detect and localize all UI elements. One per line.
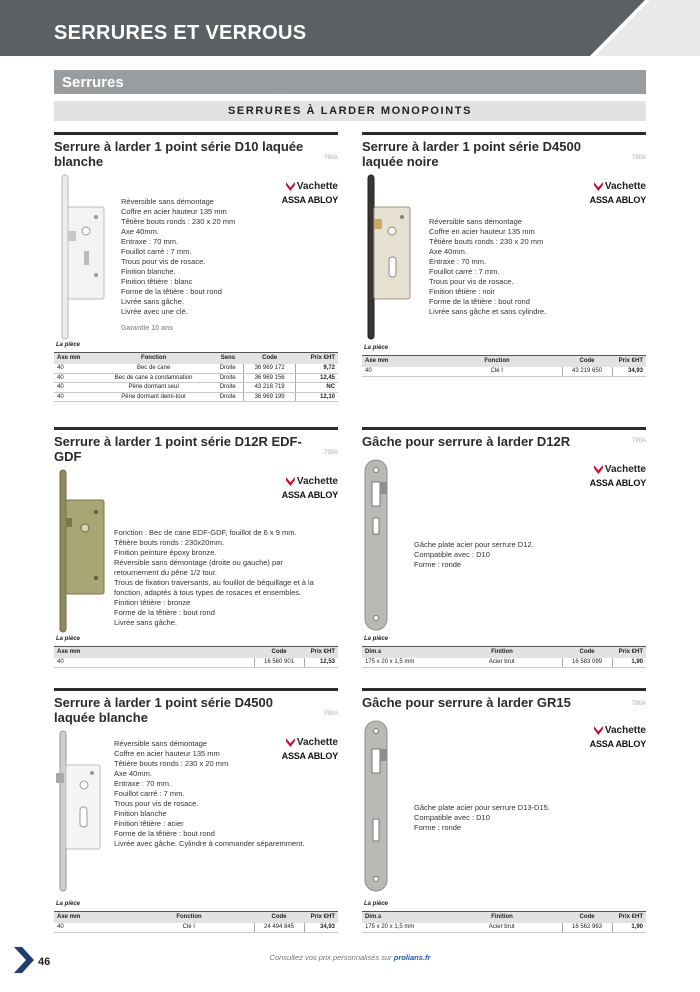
guarantee-text: Garantie 10 ans [121,325,174,332]
lock-white-steel-image [54,729,106,893]
brand-logo [274,181,338,205]
price-table: Axe mm Fonction Sens Code Prix €HT 40 Bec de cane Droite 36 969 172 9,72 40 Bec de cane à condamnation Droite 36 969 156 12,45 40 Pêne dormant seul Droite 43 218 719 NC 40 Pêne dormant demi-tour Droite 36 969 199 12,10 [54,352,338,402]
lock-white-image [56,173,108,341]
product-card-d10 [54,132,338,412]
product-card-d4500-noire [362,132,646,382]
product-code: 790A [323,711,338,717]
product-title: Gâche pour serrure à larder D12R [362,434,571,449]
page-title: SERRURES ET VERROUS [54,22,307,44]
vachette-chevron-icon [286,477,295,486]
strike-plate-image [362,458,392,632]
footer-link[interactable]: prolians.fr [393,953,431,962]
product-title: Gâche pour serrure à larder GR15 [362,695,571,710]
brand-vachette: Vachette [604,725,646,736]
product-code: 790A [323,450,338,456]
table-row: 40 Pêne dormant demi-tour Droite 36 969 199 12,10 [54,392,338,402]
product-code: 790A [631,155,646,161]
brand-vachette: Vachette [604,181,646,192]
unit-label: La pièce [56,342,81,348]
product-title: Serrure à larder 1 point série D12R EDF-GDF [54,434,302,464]
brand-logo [582,725,646,749]
brand-vachette: Vachette [604,464,646,475]
price-table: Dim.s Finition Code Prix €HT 175 x 20 x 1,5 mm Acier brut 16 583 099 1,90 [362,646,646,668]
product-title: Serrure à larder 1 point série D10 laquée blanche [54,139,304,169]
table-row: 40 Pêne dormant seul Droite 43 218 719 NC [54,383,338,393]
product-description: Fonction : Bec de cane EDF-GDF, fouillot de 6 x 9 mm. Têtière bouts ronds : 230x20mm. Finition peinture époxy bronze. Réversible sans démontage (droite ou gauche) par retournement du pêne 1/2 tour. Trous de fixation traversants, au fouillot de béquillage et à la fonction, adaptés à tous types de rosaces et ensembles. Finition têtière : bronze Forme de la têtière : bout rond Livrée sans gâche. [114,528,314,627]
product-card-gache-d12r [362,427,646,677]
unit-label: La pièce [56,636,81,642]
unit-label: La pièce [364,636,389,642]
product-card-d12r [54,427,338,677]
brand-logo [274,476,338,500]
header-band [0,0,700,56]
product-code: 790A [631,438,646,444]
vachette-chevron-icon [286,182,295,191]
product-code: 790A [631,701,646,707]
vachette-chevron-icon [594,182,603,191]
brand-vachette: Vachette [296,181,338,192]
lock-black-image [362,173,416,341]
vachette-chevron-icon [594,465,603,474]
subsection-label: SERRURES À LARDER MONOPOINTS [227,105,473,117]
lock-bronze-image [54,468,108,634]
section-label: Serrures [62,74,124,91]
product-card-d4500-blanche [54,688,338,938]
table-row: 40 Clé I 24 494 845 34,93 [54,923,338,933]
brand-logo [582,464,646,488]
table-row: 175 x 20 x 1,5 mm Acier brut 16 583 099 1,90 [362,658,646,668]
table-row: 40 Clé I 43 219 650 34,93 [362,367,646,377]
brand-assa-abloy: ASSA ABLOY [589,195,646,205]
brand-assa-abloy: ASSA ABLOY [281,195,338,205]
price-table: Axe mm Fonction Code Prix €HT 40 Clé I 24 494 845 34,93 [54,911,338,933]
product-title: Serrure à larder 1 point série D4500 laquée noire [362,139,581,169]
price-table: Axe mm Code Prix €HT 40 16 560 901 12,53 [54,646,338,668]
table-row: 40 Bec de cane Droite 36 969 172 9,72 [54,364,338,374]
unit-label: La pièce [56,901,81,907]
product-card-gache-gr15 [362,688,646,938]
product-code: 790A [323,155,338,161]
vachette-chevron-icon [594,726,603,735]
brand-assa-abloy: ASSA ABLOY [589,739,646,749]
table-row: 40 16 560 901 12,53 [54,658,338,668]
page-number: 46 [38,956,51,968]
brand-vachette: Vachette [296,737,338,748]
product-description: Gâche plate acier pour serrure D12. Compatible avec : D10 Forme : ronde [414,540,534,569]
brand-logo [582,181,646,205]
price-table: Dim.s Finition Code Prix €HT 175 x 20 x 1,5 mm Acier brut 16 562 963 1,90 [362,911,646,933]
footer-text: Consultez vos prix personnalisés sur prolians.fr [269,953,431,962]
table-row: 40 Bec de cane à condamnation Droite 36 969 156 12,45 [54,373,338,383]
unit-label: La pièce [364,345,389,351]
product-description: Réversible sans démontage Coffre en acier hauteur 135 mm Têtière bouts ronds : 230 x 20 mm Axe 40mm. Entraxe : 70 mm. Fouillot carré : 7 mm. Trous pour vis de rosace. Finition têtière : noir Forme de la têtière : bout rond Livrée sans gâche et sans cylindre. [429,217,547,316]
unit-label: La pièce [364,901,389,907]
brand-assa-abloy: ASSA ABLOY [281,490,338,500]
product-title: Serrure à larder 1 point série D4500 laquée blanche [54,695,273,725]
subsection-bar [54,101,646,121]
price-table: Axe mm Fonction Code Prix €HT 40 Clé I 43 219 650 34,93 [362,355,646,377]
product-description: Réversible sans démontage Coffre en acier hauteur 135 mm Têtière bouts ronds : 230 x 20 mm Axe 40mm. Entraxe : 70 mm. Fouillot carré : 7 mm. Trous pour vis de rosace. Finition blanche. Finition têtière : blanc Forme de la têtière : bout rond Livrée sans gâche. Livrée avec une clé. [121,197,236,316]
strike-plate-image [362,719,392,893]
brand-vachette: Vachette [296,476,338,487]
product-description: Réversible sans démontage Coffre en acier hauteur 135 mm Têtière bouts ronds : 230 x 20 mm Axe 40mm. Entraxe : 70 mm. Fouillot carré : 7 mm. Trous pour vis de rosace. Finition blanche Finition têtière : acier Forme de la têtière : bout rond Livrée avec gâche. Cylindre à commander séparemment. [114,739,305,848]
brand-assa-abloy: ASSA ABLOY [281,751,338,761]
table-row: 175 x 20 x 1,5 mm Acier brut 16 562 963 1,90 [362,923,646,933]
brand-assa-abloy: ASSA ABLOY [589,478,646,488]
section-bar [54,70,646,94]
product-description: Gâche plate acier pour serrure D13-D15. Compatible avec : D10 Forme : ronde [414,803,550,832]
